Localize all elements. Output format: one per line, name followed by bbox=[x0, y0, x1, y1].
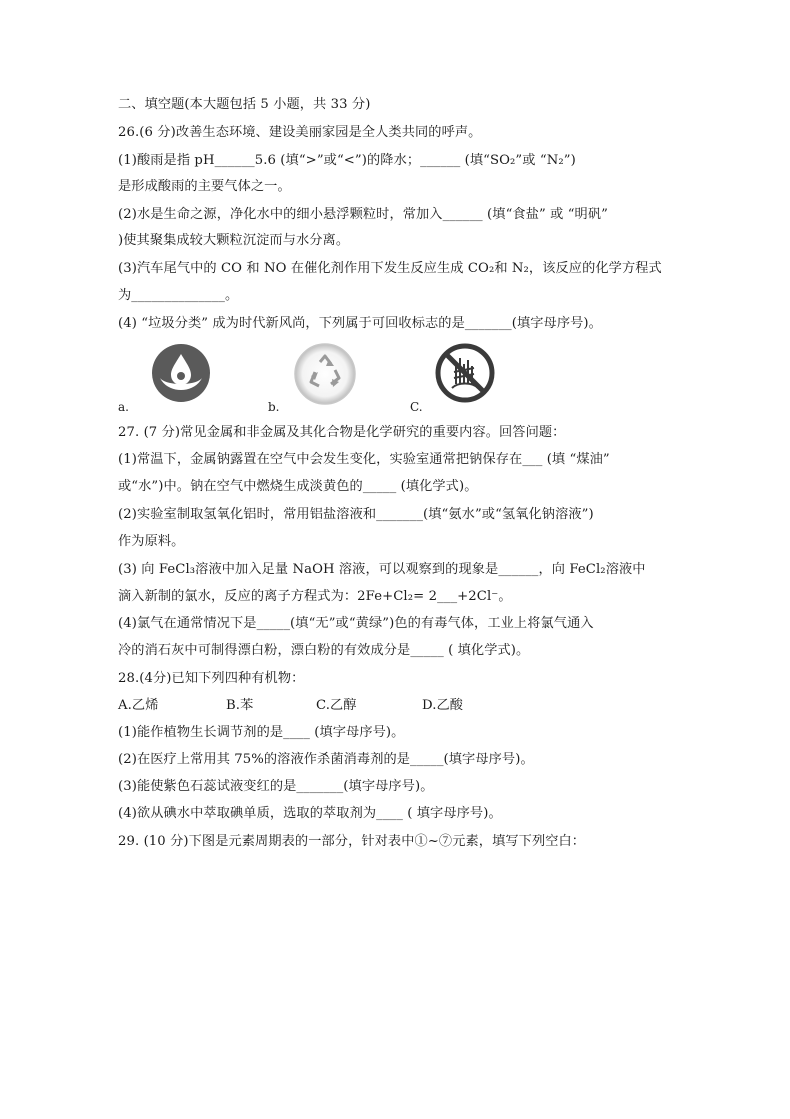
q26-part2: (2)水是生命之源，净化水中的细小悬浮颗粒时，常加入______ (填“食盐” 或 “明矾” bbox=[118, 207, 608, 222]
section-heading: 二、填空题(本大题包括 5 小题，共 33 分) bbox=[118, 97, 371, 112]
q28-choice-a: A.乙烯 bbox=[118, 698, 159, 713]
q28-part3: (3)能使紫色石蕊试液变红的是_______(填字母序号)。 bbox=[118, 779, 434, 794]
option-b-label: b. bbox=[268, 400, 280, 414]
q28-part4: (4)欲从碘水中萃取碘单质，选取的萃取剂为____ ( 填字母序号)。 bbox=[118, 806, 502, 821]
q27-part4: (4)氯气在通常情况下是_____(填“无”或“黄绿”)色的有毒气体，工业上将氯气通入 bbox=[118, 616, 594, 631]
q29-stem: 29. (10 分)下图是元素周期表的一部分，针对表中①~⑦元素，填写下列空白： bbox=[118, 834, 586, 849]
q26-part1-cont: 是形成酸雨的主要气体之一。 bbox=[118, 179, 291, 194]
q28-part1: (1)能作植物生长调节剂的是____ (填字母序号)。 bbox=[118, 725, 405, 740]
q27-part3-cont: 滴入新制的氯水，反应的离子方程式为：2Fe+Cl₂= 2___+2Cl⁻。 bbox=[118, 589, 512, 604]
q27-part2: (2)实验室制取氢氧化铝时，常用铝盐溶液和_______(填“氨水”或“氢氧化钠溶液”) bbox=[118, 507, 594, 522]
no-fire-icon bbox=[434, 342, 496, 408]
q28-choice-c: C.乙醇 bbox=[316, 698, 357, 713]
option-c-label: C. bbox=[410, 400, 423, 414]
q27-part4-cont: 冷的消石灰中可制得漂白粉，漂白粉的有效成分是_____ ( 填化学式)。 bbox=[118, 643, 530, 658]
q28-choice-d: D.乙酸 bbox=[422, 698, 464, 713]
q27-part2-cont: 作为原料。 bbox=[118, 534, 185, 549]
q27-part1: (1)常温下，金属钠露置在空气中会发生变化，实验室通常把钠保存在___ (填 “煤油” bbox=[118, 452, 610, 467]
q28-choice-b: B.苯 bbox=[226, 698, 254, 713]
q26-part3: (3)汽车尾气中的 CO 和 NO 在催化剂作用下发生反应生成 CO₂和 N₂，该反应的化学方程式 bbox=[118, 261, 662, 276]
q28-part2: (2)在医疗上常用其 75%的溶液作杀菌消毒剂的是_____(填字母序号)。 bbox=[118, 752, 534, 767]
q27-part3: (3) 向 FeCl₃溶液中加入足量 NaOH 溶液，可以观察到的现象是______，向 FeCl₂溶液中 bbox=[118, 562, 646, 577]
q26-part1: (1)酸雨是指 pH______5.6 (填“>”或“<”)的降水；______ (填“SO₂”或 “N₂”) bbox=[118, 153, 576, 168]
q27-stem: 27. (7 分)常见金属和非金属及其化合物是化学研究的重要内容。回答问题： bbox=[118, 425, 566, 440]
option-a-label: a. bbox=[118, 400, 129, 414]
q27-part1-cont: 或“水”)中。钠在空气中燃烧生成淡黄色的_____ (填化学式)。 bbox=[118, 479, 478, 494]
q26-part4: (4) “垃圾分类” 成为时代新风尚，下列属于可回收标志的是_______(填字母序号)。 bbox=[118, 316, 602, 331]
q28-stem: 28.(4分)已知下列四种有机物： bbox=[118, 671, 305, 686]
q26-stem: 26.(6 分)改善生态环境、建设美丽家园是全人类共同的呼声。 bbox=[118, 125, 482, 140]
q26-part2-cont: )使其聚集成较大颗粒沉淀而与水分离。 bbox=[118, 233, 350, 248]
q26-option-icons bbox=[118, 342, 538, 422]
recycle-icon bbox=[293, 342, 357, 410]
q26-part3-cont: 为______________。 bbox=[118, 288, 239, 303]
water-drop-icon bbox=[150, 342, 212, 408]
